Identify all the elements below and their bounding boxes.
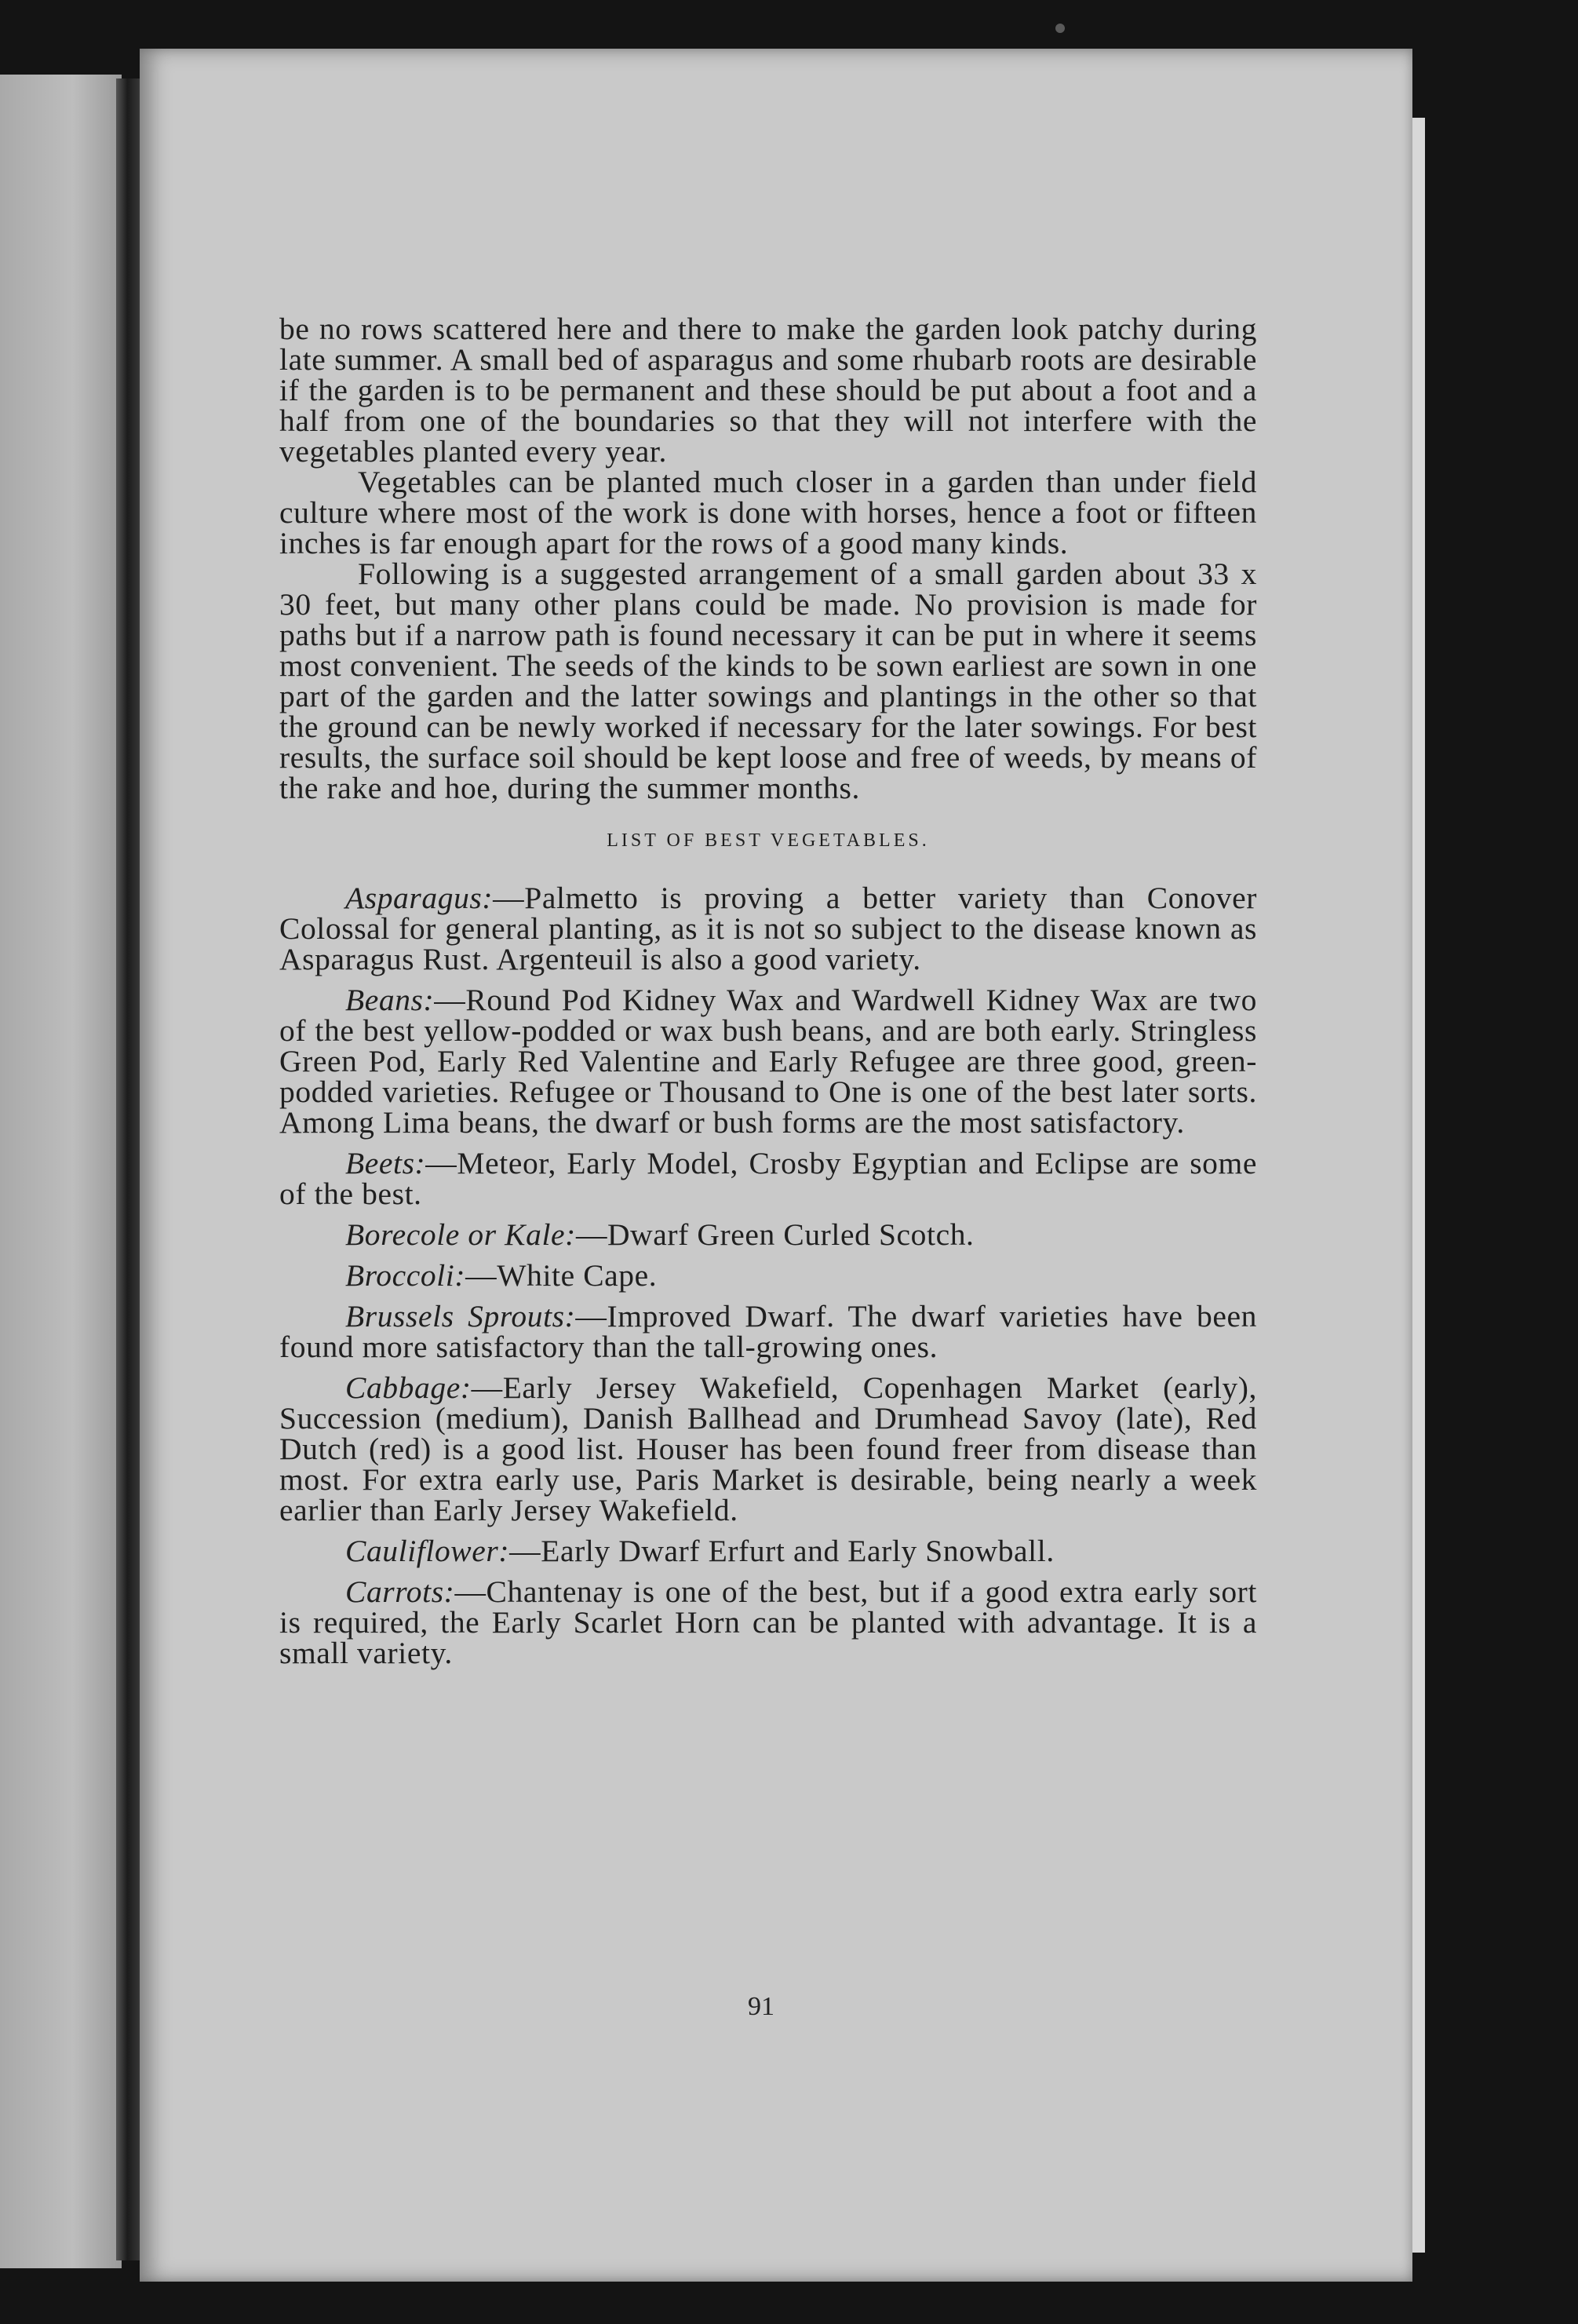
vegetable-description: —Early Jersey Wakefield, Copenhagen Market (early), Succession (medium), Danish Ballhead and Drumhead Savoy (late), Red Dutch (red) is a good list. Houser has been found freer from disease than most. For extra early use, Paris Market is desirable, being nearly a week earlier than Early Jersey Wakefield. xyxy=(279,1370,1257,1527)
vegetable-entry-beans xyxy=(279,985,1257,1138)
vegetable-description: —Palmetto is proving a better variety than Conover Colossal for general planting, as it is not so subject to the disease known as Asparagus Rust. Argenteuil is also a good variety. xyxy=(279,881,1257,976)
paragraph-spacing: Vegetables can be planted much closer in a garden than under field culture where most of the work is done with horses, hence a foot or fifteen inches is far enough apart for the rows of a good many kinds. xyxy=(279,465,1257,560)
vegetable-entry-broccoli xyxy=(279,1258,1257,1293)
vegetable-term: Cauliflower: xyxy=(345,1534,510,1568)
book-gutter xyxy=(116,78,141,2260)
dust-speck xyxy=(1055,24,1065,33)
vegetable-description: —Meteor, Early Model, Crosby Egyptian and Eclipse are some of the best. xyxy=(279,1146,1257,1211)
vegetable-term: Beans: xyxy=(345,983,435,1017)
vegetable-term: Cabbage: xyxy=(345,1370,472,1405)
page-text xyxy=(279,314,1257,1669)
paragraph-garden-arrangement: Following is a suggested arrangement of a small garden about 33 x 30 feet, but many other plans could be made. No provision is made for paths but if a narrow path is found necessary it can be put in where it seems most convenient. The seeds of the kinds to be sown earliest are sown in one part of the garden and the latter sowings and plantings in the other so that the ground can be newly worked if necessary for the later sowings. For best results, the surface soil should be kept loose and free of weeds, by means of the rake and hoe, during the summer months. xyxy=(279,556,1257,805)
vegetable-entry-cabbage xyxy=(279,1370,1257,1527)
vegetable-description: —Improved Dwarf. The dwarf varieties have been found more satisfactory than the tall-growing ones. xyxy=(279,1299,1257,1364)
vegetable-term: Beets: xyxy=(345,1146,426,1180)
vegetable-entry-carrots xyxy=(279,1574,1257,1670)
vegetable-term: Borecole or Kale: xyxy=(345,1217,576,1252)
vegetable-entry-beets xyxy=(279,1148,1257,1209)
vegetable-description: —Round Pod Kidney Wax and Wardwell Kidney Wax are two of the best yellow-podded or wax bush beans, and are both early. Stringless Green Pod, Early Red Valentine and Early Refugee are three good, green-podded varieties. Refugee or Thousand to One is one of the best later sorts. Among Lima beans, the dwarf or bush forms are the most satisfactory. xyxy=(279,983,1257,1140)
vegetable-description: —White Cape. xyxy=(465,1258,658,1293)
vegetable-description: —Dwarf Green Curled Scotch. xyxy=(575,1217,975,1252)
vegetable-entry-cauliflower xyxy=(279,1536,1257,1567)
vegetable-description: —Chantenay is one of the best, but if a good extra early sort is required, the Early Scarlet Horn can be planted with advantage. It is a small variety. xyxy=(279,1574,1257,1670)
vegetable-entry-brussels-sprouts xyxy=(279,1301,1257,1363)
facing-page-edge xyxy=(0,75,122,2268)
vegetable-entry-asparagus xyxy=(279,883,1257,975)
page-right-edge xyxy=(1412,118,1425,2253)
vegetable-term: Carrots: xyxy=(345,1574,455,1609)
page-number: 91 xyxy=(748,1992,774,2021)
vegetable-description: —Early Dwarf Erfurt and Early Snowball. xyxy=(509,1534,1055,1568)
vegetable-term: Broccoli: xyxy=(345,1258,466,1293)
section-heading: LIST OF BEST VEGETABLES. xyxy=(607,830,930,851)
vegetable-entry-kale xyxy=(279,1217,1257,1252)
vegetable-term: Asparagus: xyxy=(345,881,494,915)
vegetable-term: Brussels Sprouts: xyxy=(345,1299,576,1333)
paragraph-continuation: be no rows scattered here and there to make the garden look patchy during late summer. A small bed of asparagus and some rhubarb roots are desirable if the garden is to be permanent and these should be put about a foot and a half from one of the boundaries so that they will not interfere with the vegetables planted every year. xyxy=(279,312,1257,469)
